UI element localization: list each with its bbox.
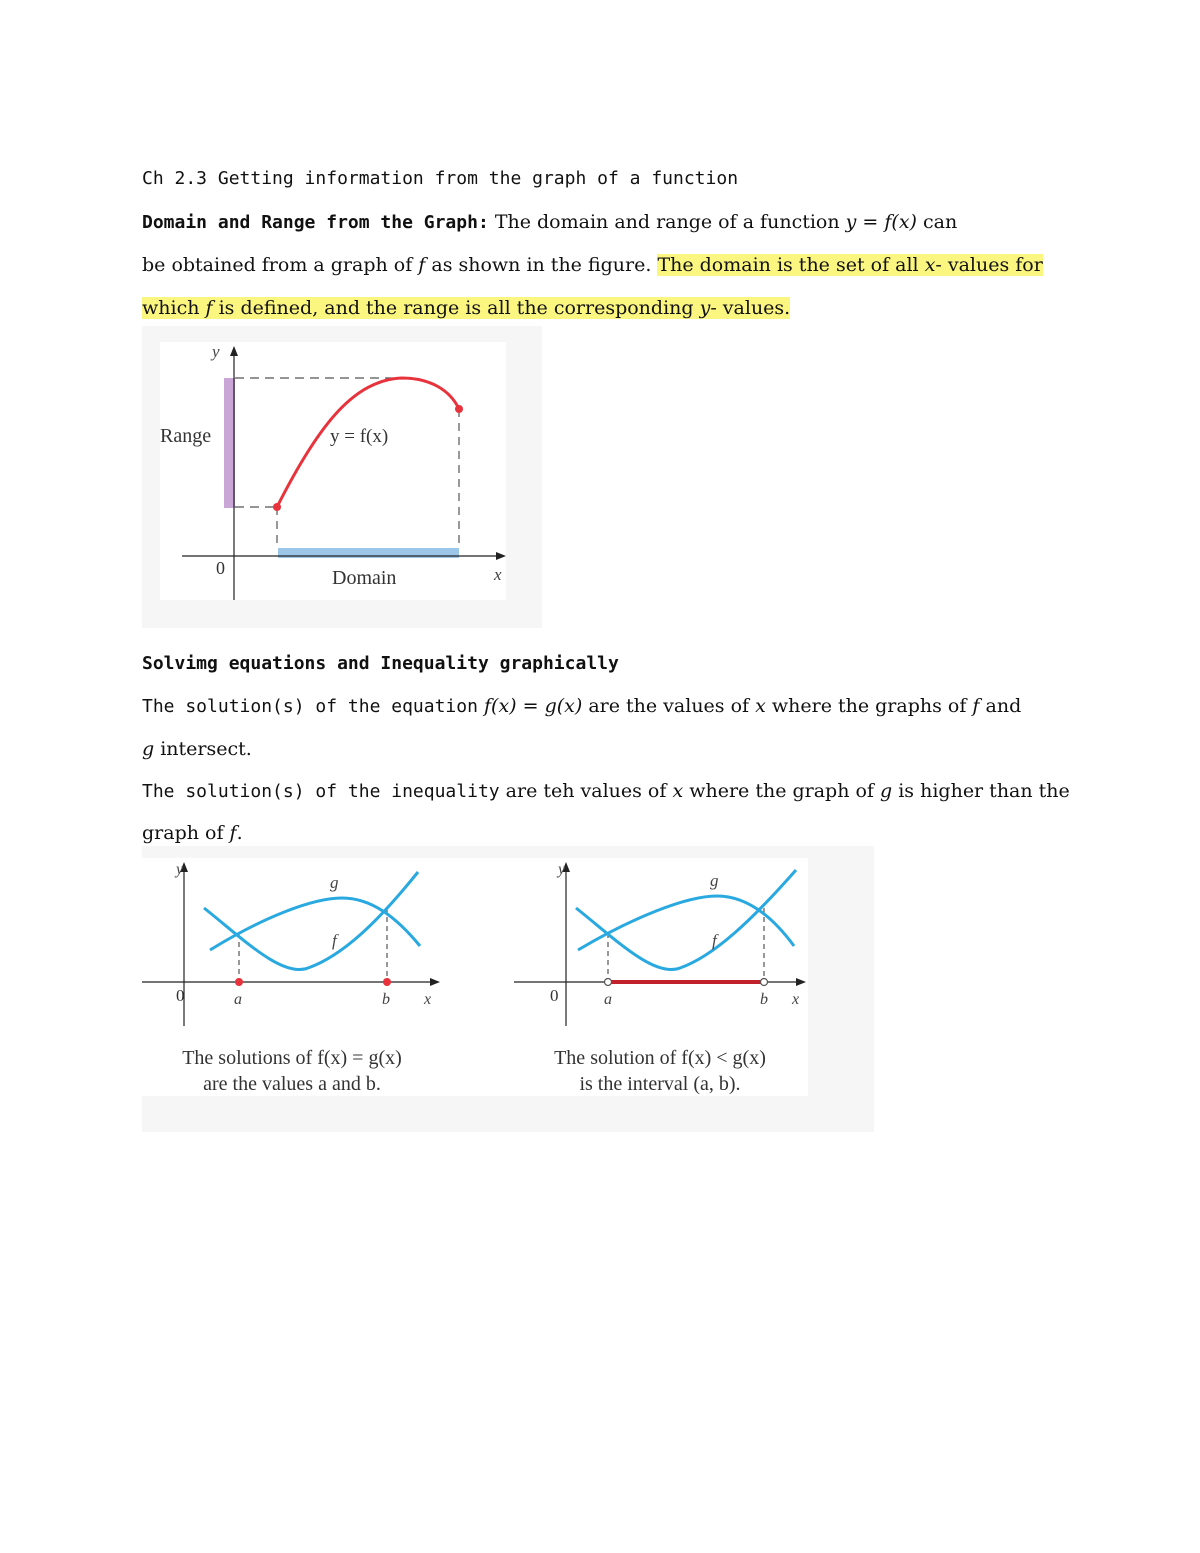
domain-range-line-3 bbox=[142, 296, 790, 320]
svg-text:y: y bbox=[558, 861, 566, 878]
inequality-line-1: The solution(s) of the inequality are teh values of x where the graph of g is higher than the bbox=[142, 780, 1070, 802]
svg-text:x: x bbox=[424, 991, 432, 1008]
left-endpoint bbox=[273, 503, 281, 511]
svg-text:f: f bbox=[712, 931, 717, 950]
open-point-b bbox=[761, 979, 768, 986]
svg-text:0: 0 bbox=[176, 986, 185, 1005]
inequality-line-2: graph of f. bbox=[142, 822, 243, 844]
f-curve bbox=[204, 872, 418, 970]
x-axis-label: x bbox=[494, 565, 502, 584]
domain-range-line-2: be obtained from a graph of f as shown in the figure. The domain is the set of all x- values for bbox=[142, 254, 1043, 276]
y-axis-label: y bbox=[212, 342, 220, 361]
svg-text:g: g bbox=[330, 873, 339, 892]
inequality-caption-2: is the interval (a, b). bbox=[579, 1073, 741, 1095]
svg-text:a: a bbox=[604, 991, 612, 1008]
inequality-caption-1: The solution of f(x) < g(x) bbox=[554, 1047, 766, 1069]
curve-label: y = f(x) bbox=[330, 426, 389, 447]
svg-text:x: x bbox=[792, 991, 800, 1008]
equation-line-2: g intersect. bbox=[142, 738, 252, 760]
svg-text:0: 0 bbox=[550, 986, 559, 1005]
equation-caption-1: The solutions of f(x) = g(x) bbox=[182, 1047, 402, 1069]
svg-text:b: b bbox=[382, 991, 390, 1008]
right-endpoint bbox=[455, 405, 463, 413]
section-title: Ch 2.3 Getting information from the graph of a function bbox=[142, 168, 739, 189]
domain-range-figure bbox=[142, 326, 542, 628]
point-a bbox=[235, 978, 243, 986]
svg-text:g: g bbox=[710, 871, 719, 890]
inequality-graph bbox=[514, 861, 806, 1095]
domain-range-heading: Domain and Range from the Graph: bbox=[142, 212, 489, 233]
point-b bbox=[383, 978, 391, 986]
svg-text:f: f bbox=[332, 931, 337, 950]
svg-text:b: b bbox=[760, 991, 768, 1008]
g-curve bbox=[578, 896, 794, 950]
x-axis-arrow bbox=[496, 552, 506, 560]
function-notation: y = f(x) bbox=[845, 211, 917, 233]
solving-heading: Solvimg equations and Inequality graphically bbox=[142, 653, 619, 674]
equation-caption-2: are the values a and b. bbox=[203, 1073, 381, 1095]
highlighted-text: which f is defined, and the range is all the corresponding y- values. bbox=[142, 297, 791, 319]
f-curve bbox=[576, 870, 796, 970]
equation-line-1: The solution(s) of the equation f(x) = g(x) are the values of x where the graphs of f and bbox=[142, 695, 1022, 717]
domain-range-line-1: Domain and Range from the Graph: The domain and range of a function y = f(x) can bbox=[142, 211, 958, 233]
origin-label: 0 bbox=[216, 558, 225, 578]
y-axis-arrow bbox=[230, 346, 238, 356]
intersection-graphs bbox=[142, 858, 808, 1096]
intersection-figure bbox=[142, 846, 874, 1132]
svg-text:y: y bbox=[176, 861, 184, 878]
domain-range-graph bbox=[160, 342, 506, 600]
domain-label: Domain bbox=[332, 567, 397, 589]
highlighted-text: The domain is the set of all x- values for bbox=[657, 254, 1043, 276]
range-bar bbox=[224, 378, 235, 508]
range-label: Range bbox=[160, 425, 212, 447]
open-point-a bbox=[605, 979, 612, 986]
svg-text:a: a bbox=[234, 991, 242, 1008]
equation-graph bbox=[142, 861, 440, 1095]
